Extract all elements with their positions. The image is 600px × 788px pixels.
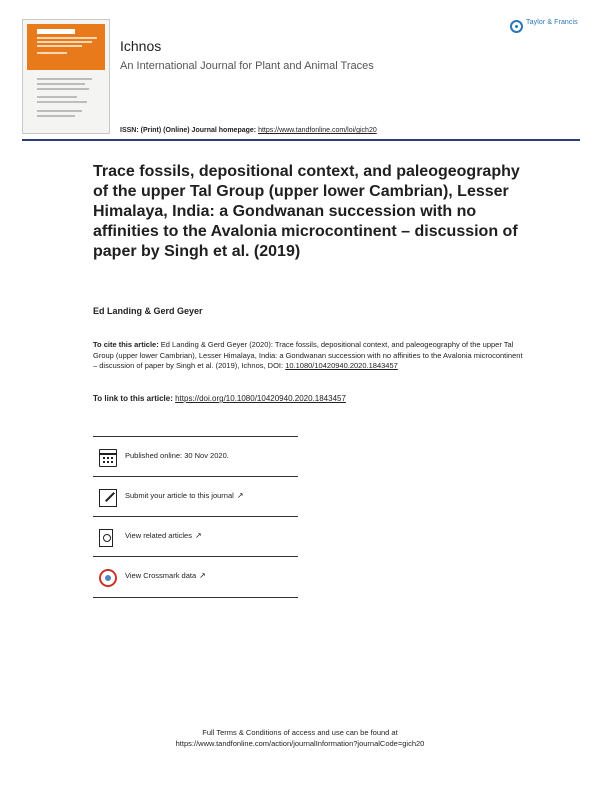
submit-article-link[interactable]: Submit your article to this journal (125, 491, 234, 500)
issn-line (120, 127, 377, 134)
article-doi-link[interactable]: https://doi.org/10.1080/10420940.2020.1843457 (175, 394, 346, 403)
journal-name: Ichnos (120, 38, 162, 54)
crossmark-icon (99, 569, 117, 587)
taylor-francis-logo[interactable] (510, 19, 582, 37)
publisher-name: Taylor & Francis (526, 19, 578, 26)
related-articles-link[interactable]: View related articles (125, 531, 192, 540)
calendar-icon (99, 449, 117, 467)
external-link-icon: ↗ (199, 571, 206, 580)
related-articles-row[interactable] (93, 517, 298, 557)
journal-subtitle: An International Journal for Plant and Animal Traces (120, 60, 374, 72)
published-date: Published online: 30 Nov 2020. (125, 451, 229, 460)
footer (0, 727, 600, 749)
citation-text: Ed Landing & Gerd Geyer (2020): Trace fossils, depositional context, and paleogeography of the upper Tal Group (upper lower Cambrian), Lesser Himalaya, India: a Gondwanan succession with no affinities to the Avalonia microcontinent – discussion of paper by Singh et al. (2019), Ichnos, DOI: (93, 340, 523, 371)
citation-block (93, 340, 523, 372)
article-link-row (93, 394, 346, 403)
footer-terms: Full Terms & Conditions of access and use can be found at (202, 728, 398, 737)
info-divider (93, 597, 298, 598)
external-link-icon: ↗ (194, 531, 202, 540)
link-label: To link to this article: (93, 394, 173, 403)
submit-article-row[interactable] (93, 477, 298, 517)
crossmark-link[interactable]: View Crossmark data (125, 571, 197, 580)
edit-icon (99, 489, 117, 507)
journal-cover-thumbnail (22, 19, 110, 134)
crossmark-row[interactable] (93, 557, 298, 597)
published-row (93, 437, 298, 477)
citation-doi-link[interactable]: 10.1080/10420940.2020.1843457 (285, 361, 398, 371)
footer-url[interactable]: https://www.tandfonline.com/action/journalInformation?journalCode=gich20 (175, 739, 425, 748)
search-document-icon (99, 529, 113, 547)
article-title: Trace fossils, depositional context, and paleogeography of the upper Tal Group (upper lower Cambrian), Lesser Himalaya, India: a Gondwanan succession with no affinities to the Avalonia microcontinent – discussion of paper by Singh et al. (2019) (93, 163, 520, 260)
citation-label: To cite this article: (93, 340, 159, 349)
taylor-francis-mark-icon (510, 20, 523, 33)
journal-homepage-link[interactable]: https://www.tandfonline.com/loi/gich20 (258, 127, 377, 134)
external-link-icon: ↗ (236, 491, 244, 500)
article-authors: Ed Landing & Gerd Geyer (93, 306, 203, 316)
issn-prefix: ISSN: (Print) (Online) Journal homepage: (120, 127, 259, 134)
header-divider (22, 139, 580, 141)
